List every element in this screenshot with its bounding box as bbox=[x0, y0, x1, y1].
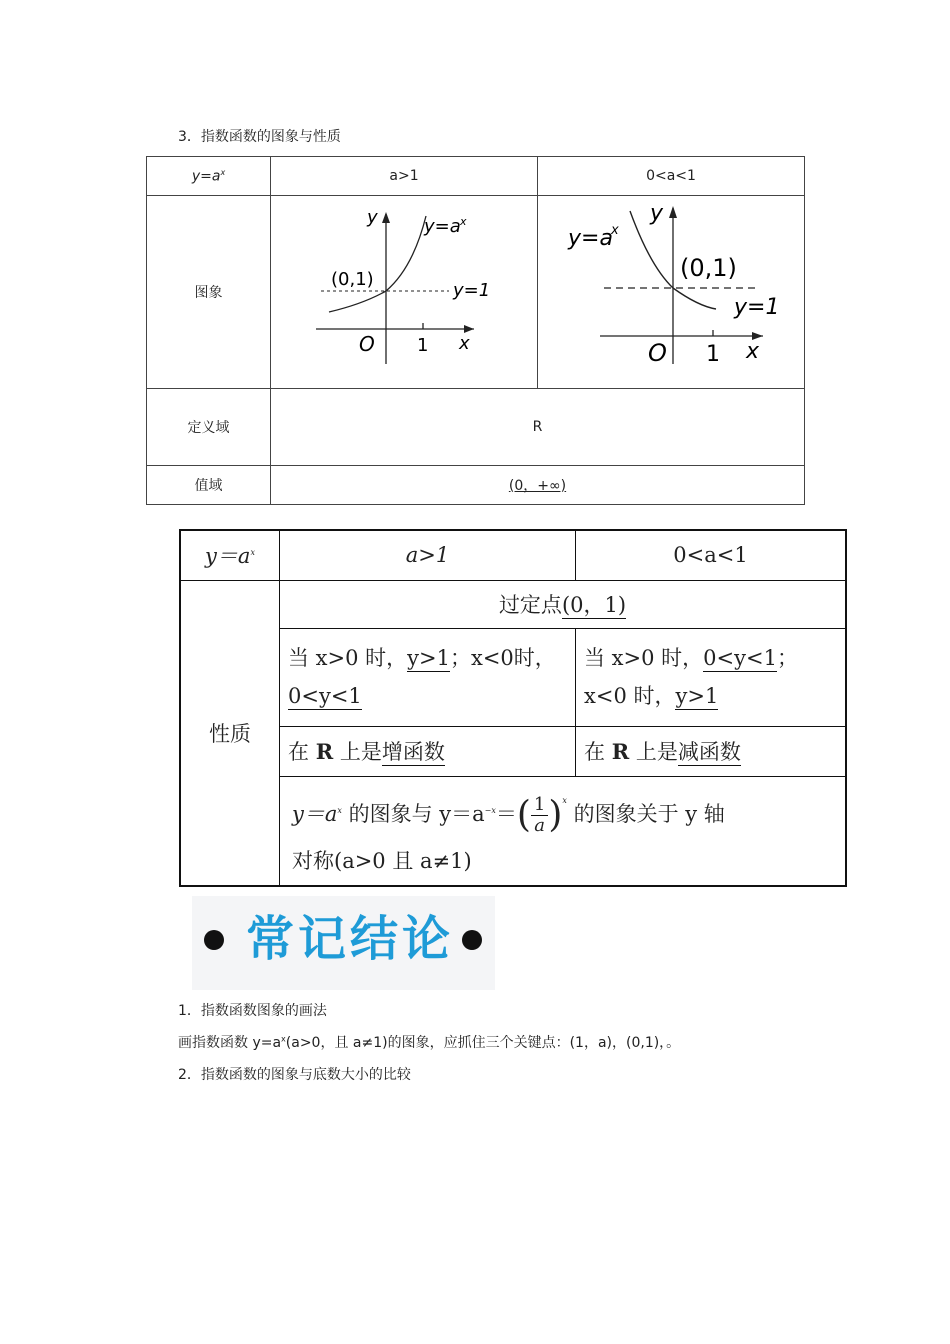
bullet-left bbox=[204, 930, 224, 950]
item2-title: 2．指数函数的图象与底数大小的比较 bbox=[178, 1067, 411, 1083]
range-behavior-gt: 当 x>0 时，y>1；x<0时， 0<y<1 bbox=[280, 628, 576, 726]
origin-label: O bbox=[359, 332, 375, 356]
line-label: y=1 bbox=[453, 280, 491, 301]
graph-table bbox=[146, 156, 805, 505]
domain-value: R bbox=[271, 389, 805, 466]
prop-header-a-lt-1: 0<a<1 bbox=[576, 530, 847, 580]
item1-title: 1．指数函数图象的画法 bbox=[178, 1003, 327, 1019]
banner-text: 常记结论 bbox=[246, 911, 455, 967]
monotonic-lt: 在 R 上是减函数 bbox=[576, 726, 847, 776]
point-label: (0,1) bbox=[331, 269, 374, 290]
point-label: (0,1) bbox=[680, 254, 737, 282]
properties-table bbox=[179, 529, 847, 887]
tick-label: 1 bbox=[706, 342, 720, 367]
tick-label: 1 bbox=[417, 335, 429, 356]
symmetry-cell: $y=a^x$ 的图象与 $y=a^{-x}=$( $\frac{1}{a}$ )$^x$ 的图象关于 y 轴 对称(a>0 且 a≠1) bbox=[280, 776, 847, 886]
axis-x-label: x bbox=[746, 339, 760, 364]
axis-x-label: x bbox=[459, 333, 470, 354]
fraction: $\frac{1}{a}$ bbox=[531, 795, 548, 836]
domain-label: 定义域 bbox=[147, 389, 271, 466]
exp-growth-graph bbox=[271, 196, 537, 384]
graph-row-label: 图象 bbox=[147, 196, 271, 389]
graph-a-lt-1 bbox=[538, 196, 805, 389]
range-value: (0，+∞) bbox=[271, 466, 805, 505]
curve-exponent: x bbox=[460, 215, 467, 228]
header-func: $y=a^x$ bbox=[147, 157, 271, 196]
axis-y-label: y bbox=[650, 201, 664, 226]
header-a-lt-1: 0<a<1 bbox=[538, 157, 805, 196]
monotonic-gt: 在 R 上是增函数 bbox=[280, 726, 576, 776]
fixed-point-cell: 过定点(0，1) bbox=[280, 580, 847, 628]
section-title: 3．指数函数的图象与性质 bbox=[178, 129, 341, 145]
curve-label: y=a bbox=[568, 226, 613, 251]
bullet-right bbox=[462, 930, 482, 950]
graph-a-gt-1 bbox=[271, 196, 538, 389]
axis-y-label: y bbox=[367, 207, 378, 228]
prop-header-a-gt-1: a>1 bbox=[280, 530, 576, 580]
conclusion-banner bbox=[192, 896, 495, 990]
header-a-gt-1: a>1 bbox=[271, 157, 538, 196]
prop-label: 性质 bbox=[180, 580, 280, 886]
curve-exponent: x bbox=[611, 223, 619, 238]
curve-label: y=a bbox=[424, 216, 461, 237]
origin-label: O bbox=[648, 339, 667, 367]
prop-header-func: $y=a^x$ bbox=[180, 530, 280, 580]
item1-text: 画指数函数 $y=a^x(a>0$，且 a≠1)的图象，应抓住三个关键点：(1，a)，(0,1)，。 bbox=[178, 1034, 681, 1051]
range-behavior-lt: 当 x>0 时，0<y<1； x<0 时，y>1 bbox=[576, 628, 847, 726]
range-label: 值域 bbox=[147, 466, 271, 505]
line-label: y=1 bbox=[734, 295, 780, 320]
exp-decay-graph bbox=[538, 196, 804, 384]
